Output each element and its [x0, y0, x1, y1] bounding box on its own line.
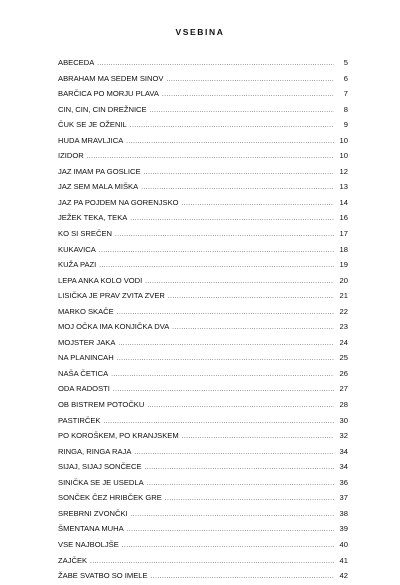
toc-entry-page: 13 — [339, 182, 348, 192]
toc-entry-page: 12 — [339, 166, 348, 176]
toc-entry — [58, 413, 348, 429]
dot-leader — [117, 305, 334, 321]
toc-entry — [58, 350, 348, 366]
toc-entry-title: SIJAJ, SIJAJ SONČECE — [58, 462, 142, 472]
toc-entry — [58, 226, 348, 242]
toc-entry — [58, 475, 348, 491]
toc-entry — [58, 257, 348, 273]
toc-entry-page: 5 — [343, 58, 348, 67]
dot-leader — [147, 398, 334, 414]
dot-leader — [122, 538, 334, 554]
toc-entry-title: HUDA MRAVLJICA — [58, 135, 124, 145]
toc-entry-page: 23 — [339, 322, 348, 332]
table-of-contents — [58, 55, 348, 584]
dot-leader — [150, 103, 334, 119]
toc-entry-title: JAZ PA POJDEM NA GORENJSKO — [58, 197, 179, 207]
toc-entry-page: 32 — [339, 431, 348, 441]
toc-entry-title: ODA RADOSTI — [58, 384, 110, 394]
toc-entry — [58, 366, 348, 382]
toc-entry — [58, 179, 348, 195]
toc-entry-page: 37 — [339, 493, 348, 503]
toc-entry-title: KO SI SREČEN — [58, 229, 113, 239]
toc-entry-page: 17 — [339, 229, 348, 239]
toc-entry-title: ŠMENTANA MUHA — [58, 524, 124, 534]
toc-entry-title: CIN, CIN, CIN DREŽNICE — [58, 104, 147, 114]
toc-entry — [58, 428, 348, 444]
toc-entry-page: 28 — [339, 400, 348, 410]
toc-entry-title: JEŽEK TEKA, TEKA — [58, 213, 128, 223]
toc-entry — [58, 86, 348, 102]
toc-entry — [58, 537, 348, 553]
dot-leader — [115, 227, 334, 243]
toc-entry — [58, 273, 348, 289]
toc-entry — [58, 319, 348, 335]
toc-entry-title: SONČEK ČEZ HRIBČEK GRE — [58, 493, 162, 503]
toc-entry-title: JAZ IMAM PA GOSLICE — [58, 166, 141, 176]
dot-leader — [131, 507, 334, 523]
toc-entry — [58, 195, 348, 211]
toc-entry-title: MARKO SKAČE — [58, 306, 114, 316]
dot-leader — [172, 320, 334, 336]
toc-entry-page: 8 — [343, 104, 348, 114]
toc-entry — [58, 521, 348, 537]
toc-entry-page: 30 — [339, 415, 348, 425]
dot-leader — [168, 289, 334, 305]
toc-entry-title: PO KOROŠKEM, PO KRANJSKEM — [58, 431, 179, 441]
toc-entry-title: BARČICA PO MORJU PLAVA — [58, 89, 159, 99]
toc-entry-title: NA PLANINCAH — [58, 353, 114, 363]
toc-entry-page: 24 — [339, 337, 348, 347]
toc-entry-page: 40 — [339, 539, 348, 549]
toc-entry-title: LISIČKA JE PRAV ZVITA ZVER — [58, 291, 165, 301]
toc-entry-page: 9 — [343, 120, 348, 130]
toc-entry — [58, 210, 348, 226]
toc-entry — [58, 506, 348, 522]
toc-entry — [58, 71, 348, 87]
toc-entry — [58, 55, 348, 71]
toc-entry-page: 10 — [339, 151, 348, 161]
toc-entry-title: LEPA ANKA KOLO VODI — [58, 275, 143, 285]
dot-leader — [97, 56, 334, 72]
toc-entry-title: NAŠA ČETICA — [58, 368, 109, 378]
dot-leader — [145, 460, 334, 476]
toc-entry — [58, 335, 348, 351]
toc-entry-title: RINGA, RINGA RAJA — [58, 446, 132, 456]
dot-leader — [147, 476, 334, 492]
toc-entry-page: 36 — [339, 477, 348, 487]
toc-entry — [58, 444, 348, 460]
toc-entry-title: MOJ OČKA IMA KONJIČKA DVA — [58, 322, 170, 332]
toc-entry — [58, 288, 348, 304]
toc-entry-page: 19 — [339, 260, 348, 270]
toc-entry — [58, 568, 348, 584]
toc-entry-page: 6 — [343, 73, 348, 83]
toc-entry — [58, 102, 348, 118]
toc-entry-title: SREBRNI ZVONČKI — [58, 508, 128, 518]
dot-leader — [126, 134, 334, 150]
toc-entry-page: 39 — [339, 524, 348, 534]
toc-entry-title: JAZ SEM MALA MIŠKA — [58, 182, 139, 192]
dot-leader — [162, 87, 334, 103]
toc-entry — [58, 490, 348, 506]
toc-entry-title: IZIDOR — [58, 151, 84, 161]
toc-entry — [58, 304, 348, 320]
dot-leader — [141, 180, 334, 196]
toc-entry-title: ŽABE SVATBO SO IMELE — [58, 571, 148, 581]
dot-leader — [117, 351, 334, 367]
toc-entry-page: 18 — [339, 244, 348, 254]
toc-entry-title: PASTIRČEK — [58, 415, 101, 425]
toc-entry-title: VSE NAJBOLJŠE — [58, 539, 119, 549]
toc-entry-title: MOJSTER JAKA — [58, 337, 116, 347]
toc-entry-page: 42 — [339, 571, 348, 581]
toc-entry-page: 25 — [339, 353, 348, 363]
toc-entry-page: 34 — [339, 462, 348, 472]
toc-entry — [58, 553, 348, 569]
toc-entry — [58, 242, 348, 258]
dot-leader — [144, 165, 334, 181]
toc-entry-page: 10 — [339, 135, 348, 145]
toc-entry-page: 20 — [339, 275, 348, 285]
toc-entry-page: 26 — [339, 368, 348, 378]
dot-leader — [118, 336, 334, 352]
toc-entry-title: ZAJČEK — [58, 555, 88, 565]
dot-leader — [167, 72, 335, 88]
dot-leader — [111, 367, 334, 383]
dot-leader — [145, 274, 334, 290]
toc-entry-title: SINIČKA SE JE USEDLA — [58, 477, 144, 487]
toc-entry-page: 21 — [339, 291, 348, 301]
dot-leader — [134, 445, 334, 461]
toc-entry-title: OB BISTREM POTOČKU — [58, 400, 145, 410]
toc-entry-page: 22 — [339, 306, 348, 316]
toc-entry-title: KUŽA PAZI — [58, 260, 97, 270]
toc-entry-page: 16 — [339, 213, 348, 223]
dot-leader — [182, 429, 334, 445]
toc-entry — [58, 459, 348, 475]
toc-entry — [58, 148, 348, 164]
dot-leader — [127, 522, 334, 538]
dot-leader — [151, 569, 334, 585]
dot-leader — [99, 243, 334, 259]
toc-entry — [58, 133, 348, 149]
dot-leader — [182, 196, 334, 212]
dot-leader — [130, 211, 334, 227]
toc-entry — [58, 397, 348, 413]
toc-entry — [58, 381, 348, 397]
dot-leader — [130, 118, 334, 134]
dot-leader — [90, 554, 334, 570]
dot-leader — [103, 414, 334, 430]
toc-entry-page: 41 — [339, 555, 348, 565]
toc-entry-page: 38 — [339, 508, 348, 518]
toc-entry-title: ABECEDA — [58, 58, 95, 67]
toc-entry — [58, 164, 348, 180]
dot-leader — [87, 149, 334, 165]
dot-leader — [99, 258, 334, 274]
toc-entry-title: KUKAVICA — [58, 244, 96, 254]
dot-leader — [165, 491, 334, 507]
toc-entry-page: 27 — [339, 384, 348, 394]
toc-entry-page: 34 — [339, 446, 348, 456]
toc-entry-page: 14 — [339, 197, 348, 207]
page-title: VSEBINA — [175, 27, 225, 37]
toc-entry-page: 7 — [343, 89, 348, 99]
dot-leader — [113, 382, 334, 398]
toc-entry-title: ABRAHAM MA SEDEM SINOV — [58, 73, 164, 83]
toc-entry — [58, 117, 348, 133]
toc-entry-title: ČUK SE JE OŽENIL — [58, 120, 127, 130]
